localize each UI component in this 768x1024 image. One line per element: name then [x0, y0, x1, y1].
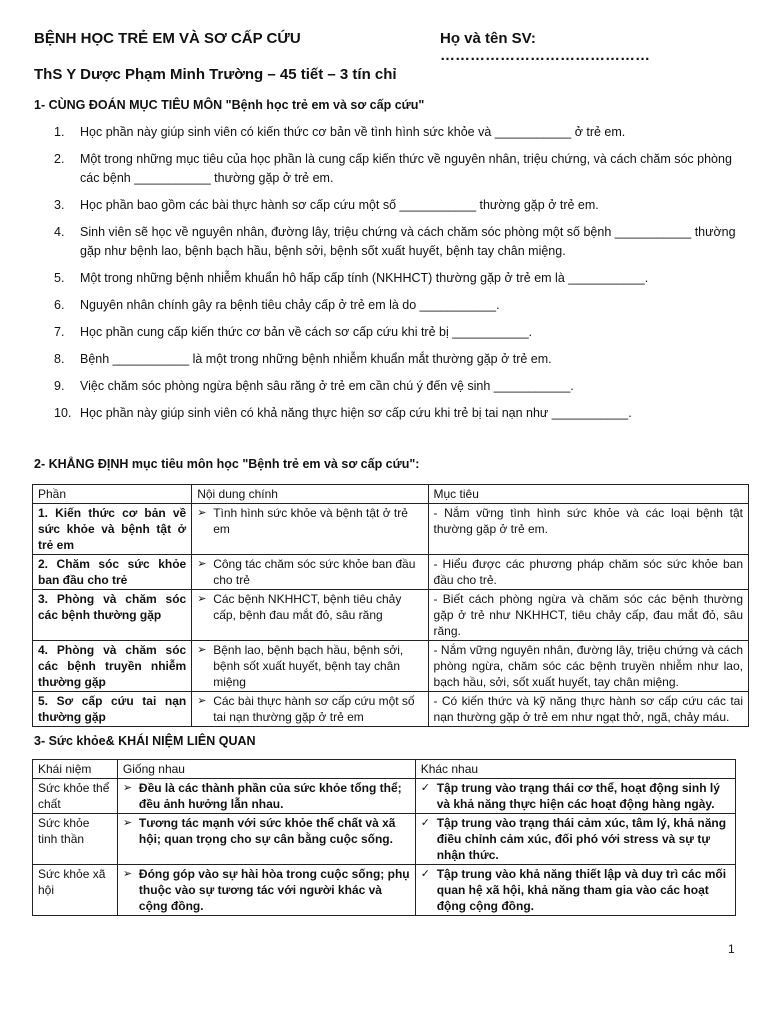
- checkmark-icon: ✓: [420, 868, 430, 880]
- course-subtitle: ThS Y Dược Phạm Minh Trường – 45 tiết – 3 tín chỉ: [34, 66, 397, 83]
- difference-cell: ✓ Tập trung vào trạng thái cơ thể, hoạt động sinh lý và khả năng thực hiện các hoạt động hàng ngày.: [415, 779, 735, 814]
- question-text: Học phần cung cấp kiến thức cơ bản về cách sơ cấp cứu khi trẻ bị ___________.: [80, 325, 533, 339]
- similarity-cell: ➢ Đóng góp vào sự hài hòa trong cuộc sống; phụ thuộc vào sự tương tác với người khác và cộng đồng.: [117, 865, 415, 916]
- table-header-row: [33, 485, 749, 504]
- content-cell: ➢ Các bệnh NKHHCT, bệnh tiêu chảy cấp, bệnh đau mắt đỏ, sâu răng: [192, 590, 428, 641]
- part-cell: 4. Phòng và chăm sóc các bệnh truyền nhiễm thường gặp: [33, 641, 192, 692]
- table-row: [33, 779, 736, 814]
- question-number: 4.: [54, 225, 65, 239]
- concept-cell: Sức khỏe xã hội: [33, 865, 118, 916]
- goal-cell: - Nắm vững nguyên nhân, đường lây, triệu chứng và cách phòng ngừa, chăm sóc các bệnh truyền nhiễm như lao, bạch hầu, sởi, sốt xuất huyết, tay chân miệng.: [428, 641, 748, 692]
- question-number: 1.: [54, 125, 65, 139]
- part-cell: 2. Chăm sóc sức khỏe ban đầu cho trẻ: [33, 555, 192, 590]
- right-arrowhead-icon: ➢: [122, 868, 133, 880]
- concept-cell: Sức khỏe thể chất: [33, 779, 118, 814]
- question-number: 3.: [54, 198, 65, 212]
- question-item: [34, 123, 744, 142]
- column-header: Giống nhau: [117, 760, 415, 779]
- table-header-row: [33, 760, 736, 779]
- column-header: Khái niệm: [33, 760, 118, 779]
- question-item: [34, 323, 744, 342]
- question-list: [34, 123, 744, 431]
- table-row: [33, 504, 749, 555]
- column-header: Mục tiêu: [428, 485, 748, 504]
- question-item: [34, 350, 744, 369]
- goal-cell: - Biết cách phòng ngừa và chăm sóc các bệnh thường gặp ở trẻ như NKHHCT, tiêu chảy cấp, đau mắt đỏ, sâu răng.: [428, 590, 748, 641]
- question-number: 5.: [54, 271, 65, 285]
- question-number: 7.: [54, 325, 65, 339]
- table-row: [33, 641, 749, 692]
- right-arrowhead-icon: ➢: [197, 558, 207, 570]
- right-arrowhead-icon: ➢: [122, 817, 133, 829]
- question-item: [34, 223, 744, 261]
- content-cell: ➢ Công tác chăm sóc sức khỏe ban đầu cho trẻ: [192, 555, 428, 590]
- part-cell: 3. Phòng và chăm sóc các bệnh thường gặp: [33, 590, 192, 641]
- right-arrowhead-icon: ➢: [197, 507, 207, 519]
- table-row: [33, 865, 736, 916]
- question-item: [34, 377, 744, 396]
- concepts-table: [32, 759, 736, 916]
- right-arrowhead-icon: ➢: [122, 782, 133, 794]
- question-item: [34, 269, 744, 288]
- question-item: [34, 196, 744, 215]
- table-row: [33, 555, 749, 590]
- question-number: 2.: [54, 152, 65, 166]
- table-row: [33, 814, 736, 865]
- header-row: [34, 30, 734, 64]
- similarity-cell: ➢ Đều là các thành phần của sức khỏe tổng thể; đều ảnh hưởng lẫn nhau.: [117, 779, 415, 814]
- question-number: 10.: [54, 406, 72, 420]
- part-cell: 5. Sơ cấp cứu tai nạn thường gặp: [33, 692, 192, 727]
- table-row: [33, 692, 749, 727]
- question-text: Học phần bao gồm các bài thực hành sơ cấp cứu một số ___________ thường gặp ở trẻ em.: [80, 198, 599, 212]
- column-header: Phần: [33, 485, 192, 504]
- document-title: BỆNH HỌC TRẺ EM VÀ SƠ CẤP CỨU: [34, 30, 301, 47]
- question-text: Một trong những bệnh nhiễm khuẩn hô hấp cấp tính (NKHHCT) thường gặp ở trẻ em là ___________.: [80, 271, 649, 285]
- content-cell: ➢ Bệnh lao, bệnh bạch hầu, bệnh sởi, bệnh sốt xuất huyết, bệnh tay chân miệng: [192, 641, 428, 692]
- part-cell: 1. Kiến thức cơ bản về sức khỏe và bệnh tật ở trẻ em: [33, 504, 192, 555]
- question-text: Việc chăm sóc phòng ngừa bệnh sâu răng ở trẻ em cần chú ý đến vệ sinh ___________.: [80, 379, 574, 393]
- content-cell: ➢ Tình hình sức khỏe và bệnh tật ở trẻ em: [192, 504, 428, 555]
- student-name-field: Họ và tên SV: ……………………………………: [440, 30, 650, 64]
- goal-cell: - Nắm vững tình hình sức khỏe và các loại bệnh tật thường gặp ở trẻ em.: [428, 504, 748, 555]
- column-header: Khác nhau: [415, 760, 735, 779]
- question-item: [34, 404, 744, 423]
- right-arrowhead-icon: ➢: [197, 593, 207, 605]
- question-number: 9.: [54, 379, 65, 393]
- difference-cell: ✓ Tập trung vào trạng thái cảm xúc, tâm lý, khả năng điều chỉnh cảm xúc, đối phó với stress và sự tự nhận thức.: [415, 814, 735, 865]
- section3-heading: 3- Sức khỏe& KHÁI NIỆM LIÊN QUAN: [34, 734, 256, 748]
- table-row: [33, 590, 749, 641]
- question-number: 6.: [54, 298, 65, 312]
- question-text: Học phần này giúp sinh viên có khả năng thực hiện sơ cấp cứu khi trẻ bị tai nạn như ___________.: [80, 406, 632, 420]
- question-item: [34, 150, 744, 188]
- question-text: Nguyên nhân chính gây ra bệnh tiêu chảy cấp ở trẻ em là do ___________.: [80, 298, 500, 312]
- right-arrowhead-icon: ➢: [197, 644, 207, 656]
- question-text: Một trong những mục tiêu của học phần là cung cấp kiến thức về nguyên nhân, triệu chứng, và cách chăm sóc phòng các bệnh ___________ thường gặp ở trẻ em.: [80, 152, 732, 185]
- similarity-cell: ➢ Tương tác mạnh với sức khỏe thể chất và xã hội; quan trọng cho sự cân bằng cuộc sống.: [117, 814, 415, 865]
- question-text: Sinh viên sẽ học về nguyên nhân, đường lây, triệu chứng và cách chăm sóc phòng một số bệnh ___________ thường gặp như bệnh lao, bệnh bạch hầu, bệnh sởi, bệnh sốt xuất huyết, bệnh tay chân miệng.: [80, 225, 736, 258]
- page-number: 1: [728, 942, 735, 956]
- question-text: Học phần này giúp sinh viên có kiến thức cơ bản về tình hình sức khỏe và ___________ ở trẻ em.: [80, 125, 626, 139]
- question-item: [34, 296, 744, 315]
- section2-heading: 2- KHẲNG ĐỊNH mục tiêu môn học "Bệnh trẻ em và sơ cấp cứu":: [34, 457, 420, 471]
- goal-cell: - Có kiến thức và kỹ năng thực hành sơ cấp cứu các tai nạn thường gặp ở trẻ em như ngạt thở, ngã, chảy máu.: [428, 692, 748, 727]
- checkmark-icon: ✓: [420, 817, 430, 829]
- goal-cell: - Hiểu được các phương pháp chăm sóc sức khỏe ban đầu cho trẻ.: [428, 555, 748, 590]
- objectives-table: [32, 484, 749, 727]
- question-text: Bệnh ___________ là một trong những bệnh nhiễm khuẩn mắt thường gặp ở trẻ em.: [80, 352, 552, 366]
- concept-cell: Sức khỏe tinh thần: [33, 814, 118, 865]
- difference-cell: ✓ Tập trung vào khả năng thiết lập và duy trì các mối quan hệ xã hội, khả năng tham gia vào các hoạt động cộng đồng.: [415, 865, 735, 916]
- section1-heading: 1- CÙNG ĐOÁN MỤC TIÊU MÔN "Bệnh học trẻ em và sơ cấp cứu": [34, 98, 425, 112]
- column-header: Nội dung chính: [192, 485, 428, 504]
- content-cell: ➢ Các bài thực hành sơ cấp cứu một số tai nạn thường gặp ở trẻ em: [192, 692, 428, 727]
- question-number: 8.: [54, 352, 65, 366]
- right-arrowhead-icon: ➢: [197, 695, 207, 707]
- checkmark-icon: ✓: [420, 782, 430, 794]
